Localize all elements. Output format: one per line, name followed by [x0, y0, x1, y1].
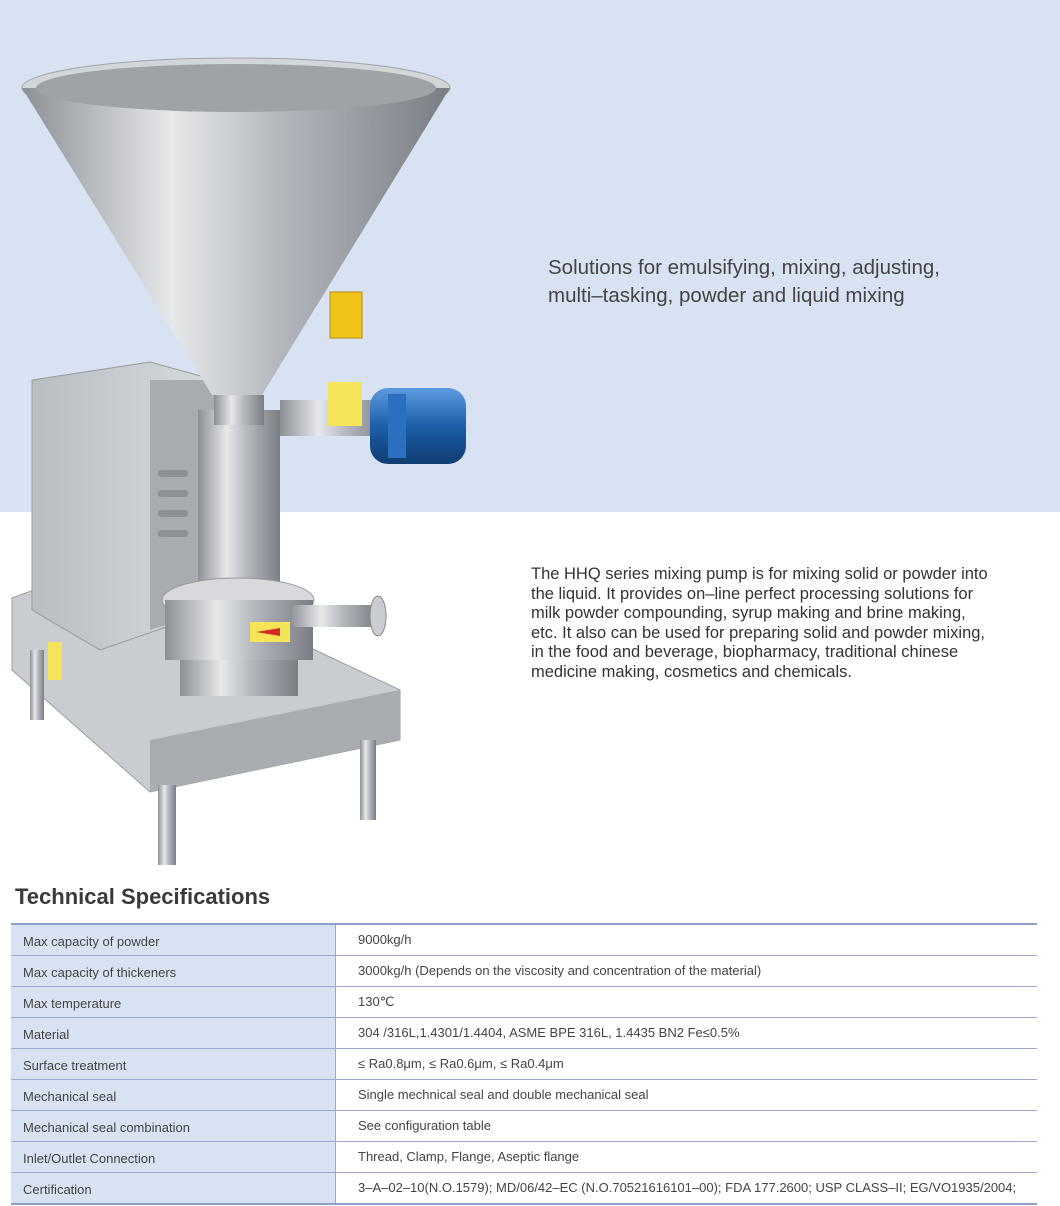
spec-row: [11, 1018, 1037, 1049]
spec-value: 3000kg/h (Depends on the viscosity and concentration of the material): [358, 963, 762, 978]
spec-label: Mechanical seal: [11, 1080, 336, 1110]
spec-row: [11, 1142, 1037, 1173]
tagline-line: Solutions for emulsifying, mixing, adjusting,: [548, 256, 940, 279]
spec-row: [11, 987, 1037, 1018]
spec-label: Mechanical seal combination: [11, 1111, 336, 1141]
spec-value: 3–A–02–10(N.O.1579); MD/06/42–EC (N.O.70521616101–00); FDA 177.2600; USP CLASS–II; EG/VO1935/2004;: [358, 1180, 1017, 1195]
tagline: [548, 254, 1028, 310]
spec-value: Single mechnical seal and double mechanical seal: [358, 1087, 649, 1102]
description-line: The HHQ series mixing pump is for mixing solid or powder into: [531, 565, 988, 583]
tagline-line: multi–tasking, powder and liquid mixing: [548, 284, 905, 307]
description-line: in the food and beverage, biopharmacy, traditional chinese: [531, 643, 959, 661]
spec-row: [11, 1111, 1037, 1142]
spec-label: Certification: [11, 1173, 336, 1203]
spec-value: See configuration table: [358, 1118, 491, 1133]
spec-table: [11, 923, 1037, 1205]
spec-label: Material: [11, 1018, 336, 1048]
description-line: medicine making, cosmetics and chemicals.: [531, 662, 852, 681]
spec-value: ≤ Ra0.8μm, ≤ Ra0.6μm, ≤ Ra0.4μm: [358, 1056, 564, 1071]
product-description: [531, 565, 1031, 682]
spec-row: [11, 1080, 1037, 1111]
spec-title: Technical Specifications: [15, 884, 271, 909]
spec-value: 304 /316L,1.4301/1.4404, ASME BPE 316L, 1.4435 BN2 Fe≤0.5%: [358, 1025, 740, 1040]
spec-row: [11, 925, 1037, 956]
spec-label: Max capacity of powder: [11, 925, 336, 955]
description-line: etc. It also can be used for preparing solid and powder mixing,: [531, 623, 986, 642]
spec-label: Inlet/Outlet Connection: [11, 1142, 336, 1172]
spec-row: [11, 956, 1037, 987]
spec-row: [11, 1049, 1037, 1080]
spec-value: Thread, Clamp, Flange, Aseptic flange: [358, 1149, 580, 1164]
spec-label: Max temperature: [11, 987, 336, 1017]
spec-label: Max capacity of thickeners: [11, 956, 336, 986]
spec-label: Surface treatment: [11, 1049, 336, 1079]
mixing-pump-image: [0, 50, 480, 870]
spec-value: 9000kg/h: [358, 932, 412, 947]
description-line: the liquid. It provides on–line perfect processing solutions for: [531, 584, 974, 603]
spec-row: [11, 1173, 1037, 1203]
spec-value: 130℃: [358, 994, 395, 1009]
description-line: milk powder compounding, syrup making and brine making,: [531, 604, 966, 622]
